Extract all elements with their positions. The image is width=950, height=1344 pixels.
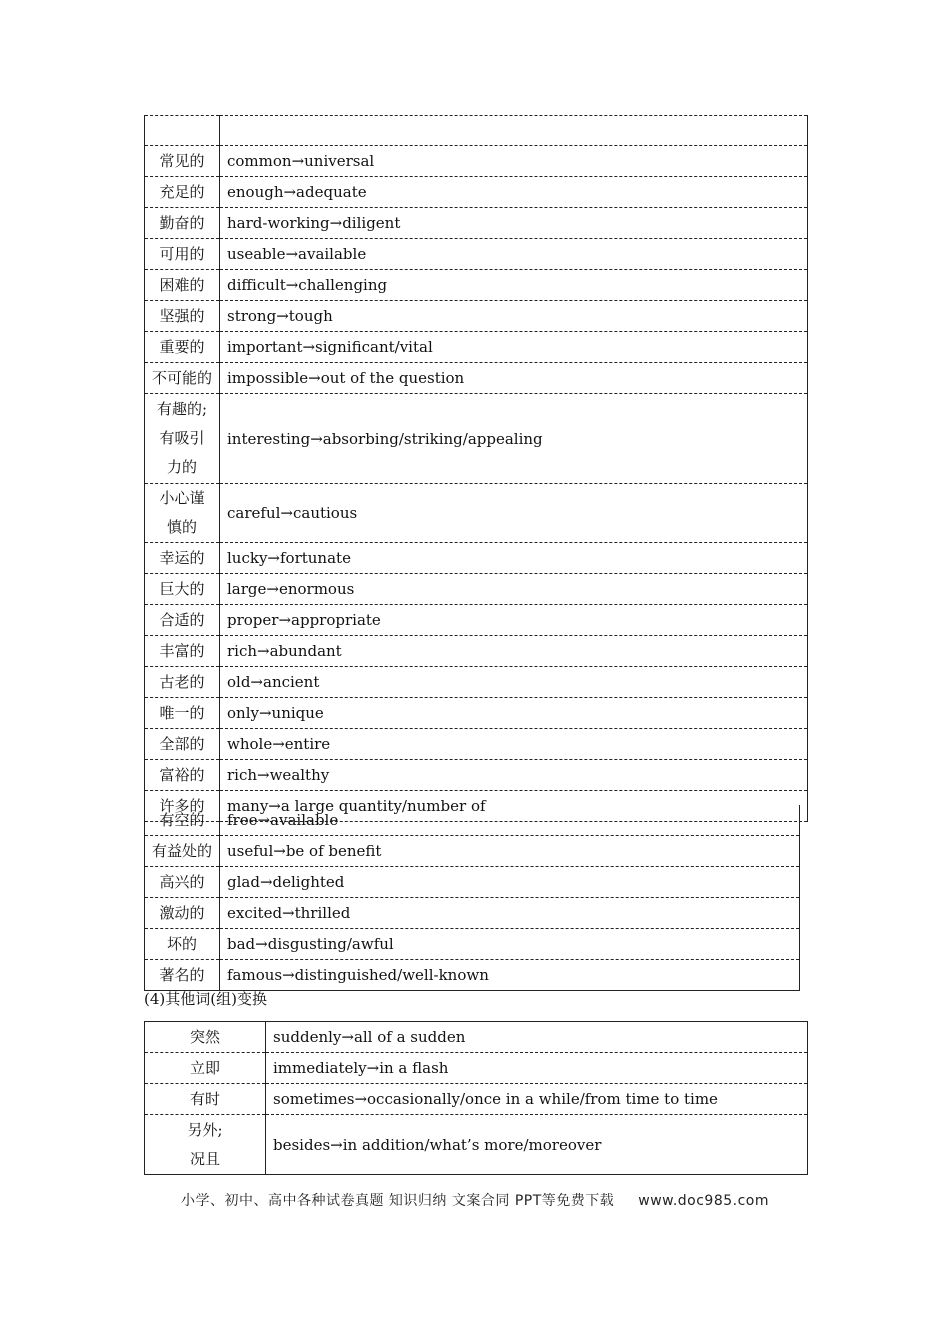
chinese-term: 全部的 [145, 729, 220, 760]
chinese-term [145, 116, 220, 146]
english-transform: useable→available [220, 239, 808, 270]
table-row [145, 898, 800, 929]
table-row [145, 270, 808, 301]
english-transform: excited→thrilled [220, 898, 800, 929]
table-row [145, 1022, 808, 1053]
chinese-term: 丰富的 [145, 636, 220, 667]
chinese-term: 常见的 [145, 146, 220, 177]
table-row [145, 394, 808, 484]
other-words-table [144, 1021, 808, 1175]
adjective-table [144, 115, 808, 822]
chinese-term: 巨大的 [145, 574, 220, 605]
english-transform: rich→abundant [220, 636, 808, 667]
chinese-term: 幸运的 [145, 543, 220, 574]
table-row [145, 1115, 808, 1175]
table-row [145, 729, 808, 760]
chinese-term: 有空的 [145, 805, 220, 836]
table-row [145, 332, 808, 363]
english-transform: only→unique [220, 698, 808, 729]
table-row [145, 1084, 808, 1115]
chinese-term: 不可能的 [145, 363, 220, 394]
table-row [145, 116, 808, 146]
table-row [145, 1053, 808, 1084]
chinese-term: 勤奋的 [145, 208, 220, 239]
chinese-term: 唯一的 [145, 698, 220, 729]
english-transform: large→enormous [220, 574, 808, 605]
english-transform: rich→wealthy [220, 760, 808, 791]
table-row [145, 867, 800, 898]
english-transform: famous→distinguished/well-known [220, 960, 800, 991]
english-transform: difficult→challenging [220, 270, 808, 301]
english-transform: proper→appropriate [220, 605, 808, 636]
chinese-term: 许多的 [145, 791, 220, 822]
english-transform: many→a large quantity/number of [220, 791, 808, 822]
english-transform [220, 116, 808, 146]
table-row [145, 636, 808, 667]
page-footer [0, 1190, 950, 1210]
english-transform: strong→tough [220, 301, 808, 332]
table-row [145, 805, 800, 836]
chinese-term: 立即 [145, 1053, 266, 1084]
table-row [145, 208, 808, 239]
chinese-term: 有时 [145, 1084, 266, 1115]
chinese-term: 突然 [145, 1022, 266, 1053]
english-transform: important→significant/vital [220, 332, 808, 363]
english-transform: whole→entire [220, 729, 808, 760]
table-row [145, 667, 808, 698]
table-row [145, 574, 808, 605]
table-row [145, 836, 800, 867]
english-transform: besides→in addition/what’s more/moreover [266, 1115, 808, 1175]
chinese-term: 另外; 况且 [145, 1115, 266, 1175]
chinese-term: 高兴的 [145, 867, 220, 898]
chinese-term: 著名的 [145, 960, 220, 991]
english-transform: free→available [220, 805, 800, 836]
table-row [145, 698, 808, 729]
table-row [145, 960, 800, 991]
english-transform: useful→be of benefit [220, 836, 800, 867]
english-transform: hard-working→diligent [220, 208, 808, 239]
table-row [145, 543, 808, 574]
table-row [145, 929, 800, 960]
chinese-term: 激动的 [145, 898, 220, 929]
english-transform: enough→adequate [220, 177, 808, 208]
table-row [145, 301, 808, 332]
english-transform: common→universal [220, 146, 808, 177]
chinese-term: 充足的 [145, 177, 220, 208]
english-transform: sometimes→occasionally/once in a while/from time to time [266, 1084, 808, 1115]
chinese-term: 有益处的 [145, 836, 220, 867]
english-transform: impossible→out of the question [220, 363, 808, 394]
adjective-table-continued [144, 805, 800, 991]
table-row [145, 363, 808, 394]
chinese-term: 坏的 [145, 929, 220, 960]
table-row [145, 146, 808, 177]
chinese-term: 古老的 [145, 667, 220, 698]
english-transform: suddenly→all of a sudden [266, 1022, 808, 1053]
english-transform: immediately→in a flash [266, 1053, 808, 1084]
table-row [145, 605, 808, 636]
chinese-term: 有趣的; 有吸引 力的 [145, 394, 220, 484]
footer-site-link[interactable]: www.doc985.com [638, 1193, 770, 1209]
chinese-term: 富裕的 [145, 760, 220, 791]
table-row [145, 239, 808, 270]
table-row [145, 484, 808, 543]
footer-text: 小学、初中、高中各种试卷真题 知识归纳 文案合同 PPT等免费下载 [180, 1193, 615, 1209]
chinese-term: 坚强的 [145, 301, 220, 332]
english-transform: glad→delighted [220, 867, 800, 898]
section-title: (4)其他词(组)变换 [144, 990, 267, 1008]
table-row [145, 177, 808, 208]
chinese-term: 小心谨 慎的 [145, 484, 220, 543]
chinese-term: 困难的 [145, 270, 220, 301]
english-transform: lucky→fortunate [220, 543, 808, 574]
english-transform: careful→cautious [220, 484, 808, 543]
english-transform: old→ancient [220, 667, 808, 698]
english-transform: bad→disgusting/awful [220, 929, 800, 960]
table-row [145, 760, 808, 791]
chinese-term: 可用的 [145, 239, 220, 270]
chinese-term: 重要的 [145, 332, 220, 363]
chinese-term: 合适的 [145, 605, 220, 636]
english-transform: interesting→absorbing/striking/appealing [220, 394, 808, 484]
